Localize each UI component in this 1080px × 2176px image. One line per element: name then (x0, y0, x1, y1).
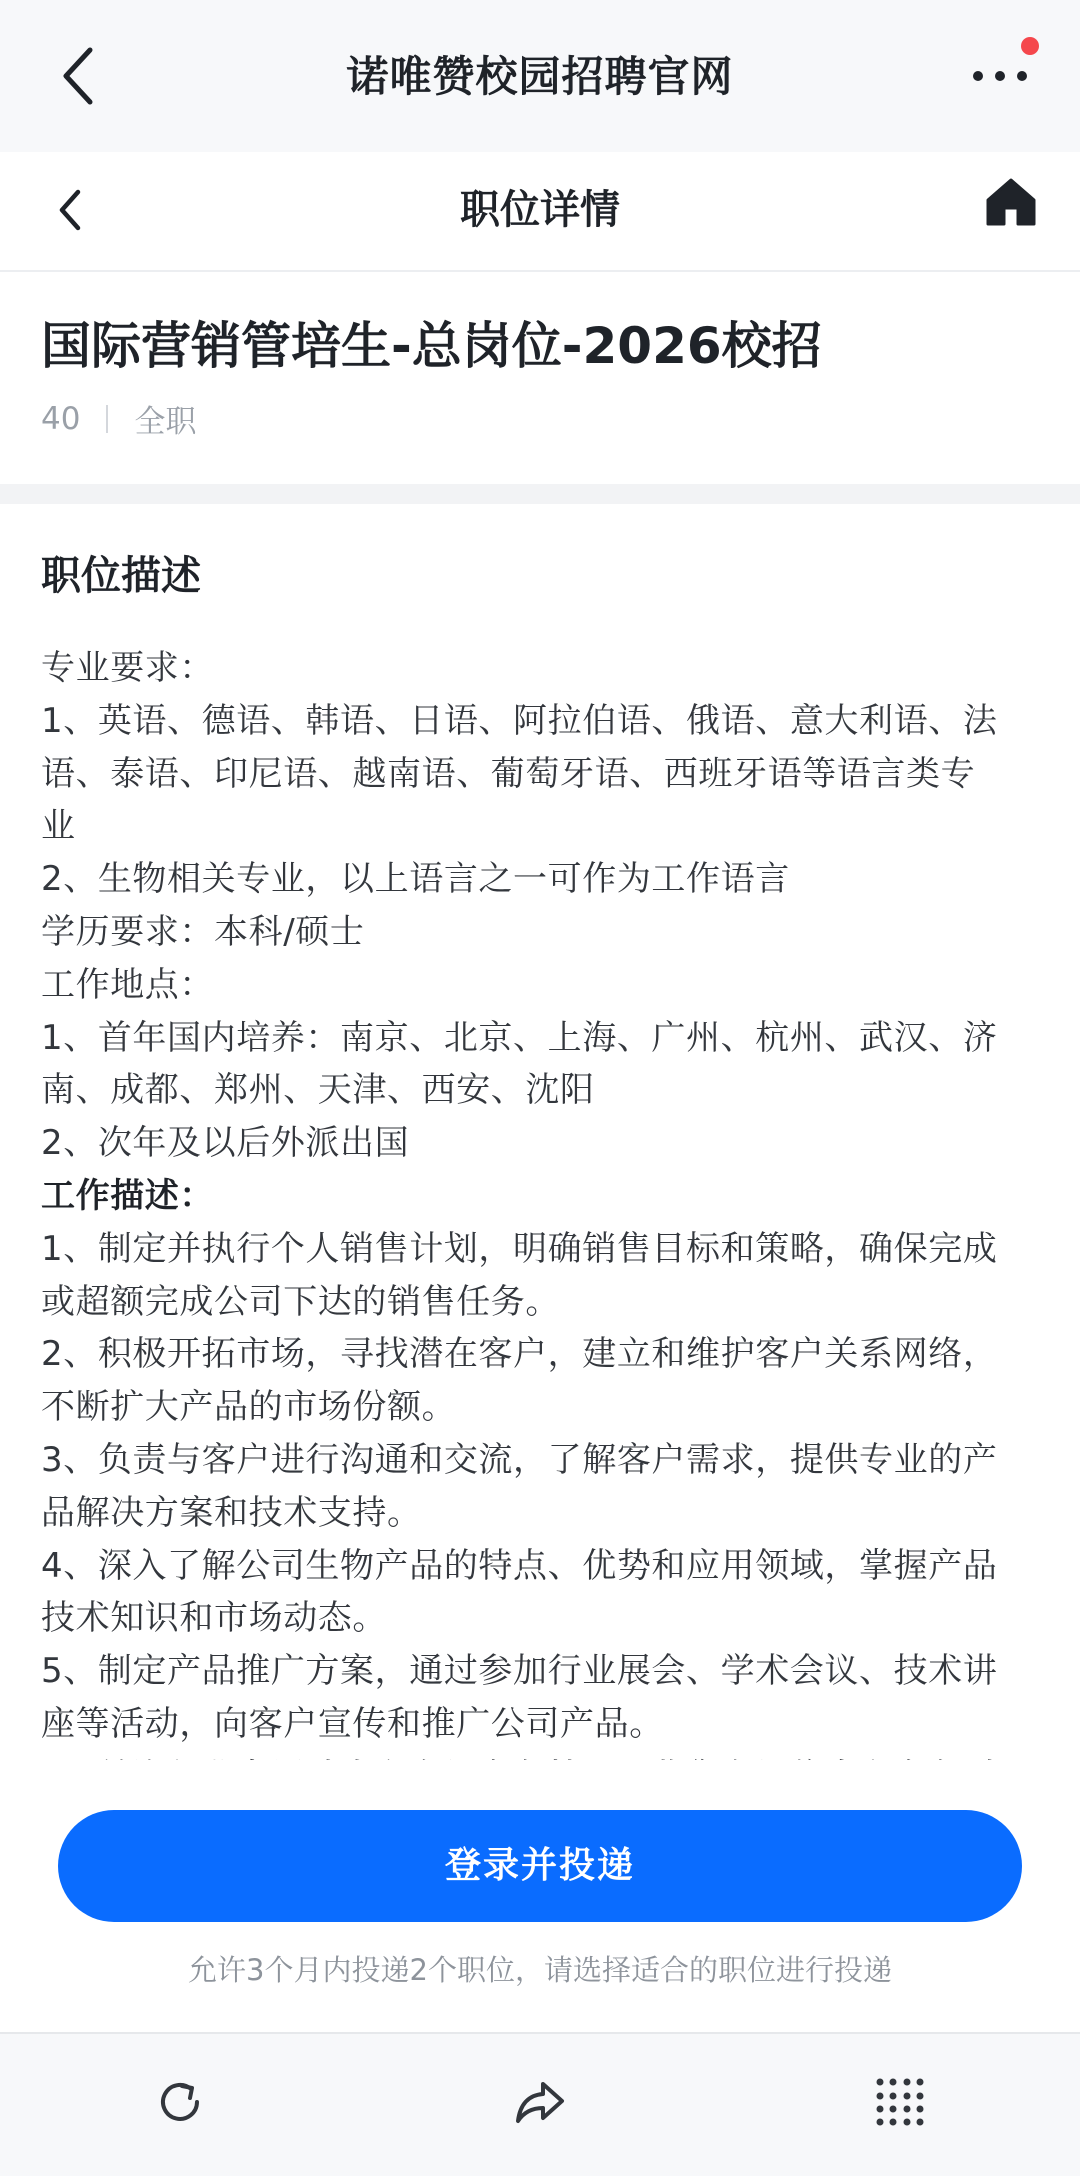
description-title: 职位描述 (41, 553, 201, 599)
refresh-icon[interactable] (152, 2074, 208, 2130)
description-line: 1、首年国内培养：南京、北京、上海、广州、杭州、武汉、济 (41, 1017, 998, 1058)
description-line: 4、深入了解公司生物产品的特点、优势和应用领域，掌握产品 (41, 1545, 998, 1586)
more-options-icon[interactable] (968, 56, 1032, 96)
description-line: 1、英语、德语、韩语、日语、阿拉伯语、俄语、意大利语、法 (41, 700, 998, 741)
description-line: 专业要求： (41, 648, 214, 688)
description-line: 业 (41, 806, 76, 847)
meta-divider (106, 405, 108, 433)
job-title: 国际营销管培生-总岗位-2026校招 (41, 317, 822, 375)
description-body (41, 642, 1041, 1804)
job-type: 全职 (134, 404, 197, 440)
description-line: 2、次年及以后外派出国 (41, 1123, 410, 1164)
share-icon[interactable] (512, 2074, 568, 2130)
notification-dot (1021, 37, 1039, 55)
browser-bottom-bar (0, 2032, 1080, 2176)
description-line: 品解决方案和技术支持。 (41, 1492, 422, 1533)
description-line: 2、积极开拓市场，寻找潜在客户，建立和维护客户关系网络， (41, 1334, 998, 1375)
apply-bar (0, 1760, 1080, 2032)
description-line: 学历要求：本科/硕士 (41, 911, 365, 952)
page-nav-bar (0, 152, 1080, 272)
job-header (0, 272, 1080, 484)
page-title: 职位详情 (460, 187, 620, 233)
browser-top-bar (0, 0, 1080, 152)
description-line: 5、制定产品推广方案，通过参加行业展会、学术会议、技术讲 (41, 1651, 998, 1692)
apps-grid-icon[interactable] (872, 2074, 928, 2130)
description-subheading: 工作描述： (41, 1175, 214, 1216)
job-headcount: 40 (41, 400, 81, 437)
description-line: 或超额完成公司下达的销售任务。 (41, 1281, 560, 1322)
description-line: 语、泰语、印尼语、越南语、葡萄牙语、西班牙语等语言类专 (41, 753, 976, 794)
job-meta (41, 396, 196, 441)
job-description-section[interactable] (0, 504, 1080, 1760)
site-title: 诺唯赞校园招聘官网 (346, 52, 734, 101)
description-line: 技术知识和市场动态。 (41, 1598, 387, 1639)
description-line: 座等活动，向客户宣传和推广公司产品。 (41, 1703, 664, 1744)
apply-limit-hint: 允许3个月内投递2个职位，请选择适合的职位进行投递 (188, 1953, 892, 1987)
login-and-apply-button[interactable]: 登录并投递 (58, 1810, 1022, 1922)
description-line: 2、生物相关专业，以上语言之一可作为工作语言 (41, 859, 790, 900)
section-divider (0, 484, 1080, 504)
home-icon[interactable] (985, 176, 1037, 228)
description-line: 南、成都、郑州、天津、西安、沈阳 (41, 1070, 595, 1111)
description-line: 不断扩大产品的市场份额。 (41, 1387, 457, 1428)
description-line: 3、负责与客户进行沟通和交流，了解客户需求，提供专业的产 (41, 1439, 998, 1480)
description-line: 1、制定并执行个人销售计划，明确销售目标和策略，确保完成 (41, 1228, 998, 1269)
description-line: 工作地点： (41, 964, 214, 1005)
